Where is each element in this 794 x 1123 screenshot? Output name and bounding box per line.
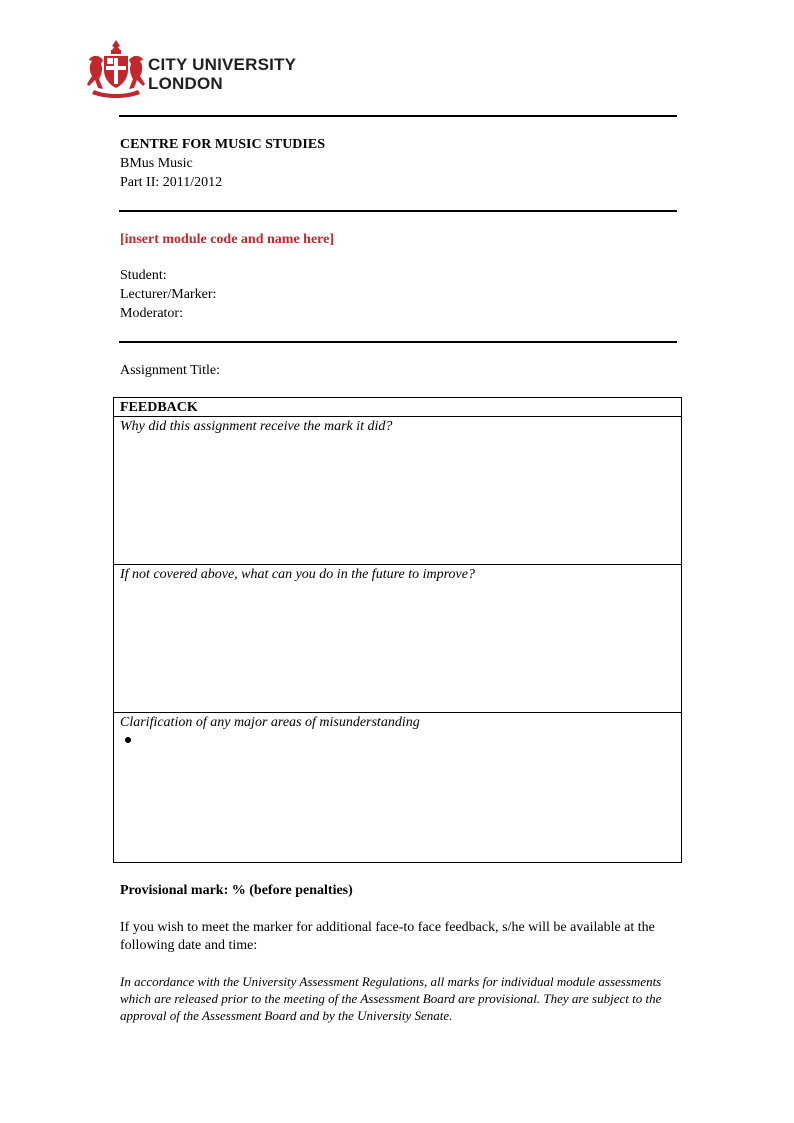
academic-year: Part II: 2011/2012: [120, 175, 223, 190]
university-logo: [86, 38, 301, 98]
module-placeholder: [insert module code and name here]: [120, 232, 334, 247]
logo-wordmark: [148, 55, 296, 93]
feedback-row-mark-reason[interactable]: [114, 416, 681, 564]
bullet-point-icon: [125, 737, 131, 743]
feedback-heading: FEEDBACK: [120, 400, 198, 415]
logo-line-2: LONDON: [148, 74, 223, 93]
moderator-label: Moderator:: [120, 306, 183, 321]
centre-title: CENTRE FOR MUSIC STUDIES: [120, 137, 325, 152]
feedback-row-improve[interactable]: [114, 564, 681, 712]
feedback-question-2: If not covered above, what can you do in the future to improve?: [120, 567, 475, 582]
feedback-question-1: Why did this assignment receive the mark it did?: [120, 419, 393, 434]
provisional-mark: Provisional mark: % (before penalties): [120, 883, 353, 898]
divider-people: [119, 341, 677, 343]
university-crest-icon: [86, 38, 146, 98]
logo-line-1: CITY UNIVERSITY: [148, 55, 297, 74]
divider-top: [119, 115, 677, 117]
meeting-note: If you wish to meet the marker for additional face-to face feedback, s/he will be available at the following date and time:: [120, 920, 655, 953]
divider-header: [119, 210, 677, 212]
feedback-row-misunderstanding[interactable]: [114, 712, 681, 861]
feedback-question-3: Clarification of any major areas of misunderstanding: [120, 715, 420, 730]
feedback-table: [113, 397, 682, 863]
regulations-note: In accordance with the University Assessment Regulations, all marks for individual module assessments which are released prior to the meeting of the Assessment Board are provisional. They are subject to the approval of the Assessment Board and by the University Senate.: [120, 974, 662, 1023]
programme-name: BMus Music: [120, 156, 193, 171]
assignment-title-label: Assignment Title:: [120, 363, 220, 378]
lecturer-label: Lecturer/Marker:: [120, 287, 217, 302]
student-label: Student:: [120, 268, 167, 283]
